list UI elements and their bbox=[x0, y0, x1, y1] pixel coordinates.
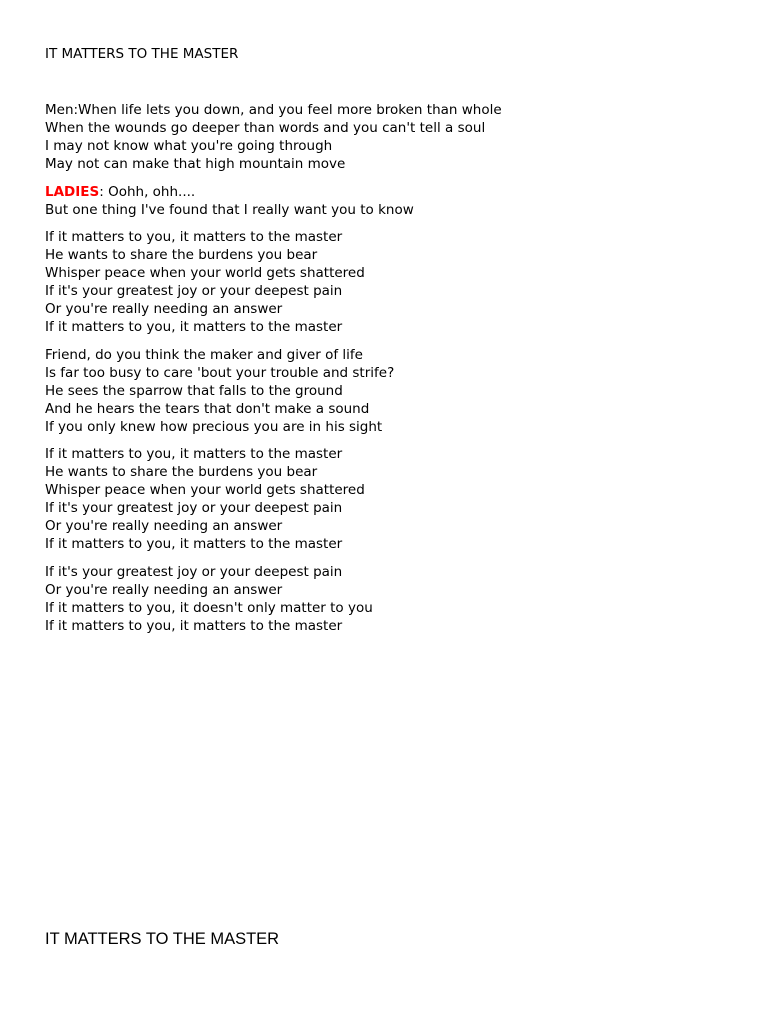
lyric-text: If it matters to you, it matters to the master bbox=[45, 617, 343, 634]
lyric-text: If it's your greatest joy or your deepest pain bbox=[45, 500, 343, 517]
lyric-line bbox=[45, 564, 725, 582]
lyric-line bbox=[45, 383, 725, 401]
lyric-line bbox=[45, 229, 725, 247]
lyric-line bbox=[45, 301, 725, 319]
lyric-text: And he hears the tears that don't make a sound bbox=[45, 400, 370, 417]
lyric-line bbox=[45, 518, 725, 536]
lyric-line bbox=[45, 618, 725, 636]
lyric-line bbox=[45, 582, 725, 600]
lyric-line bbox=[45, 536, 725, 554]
lyric-text: When the wounds go deeper than words and you can't tell a soul bbox=[45, 119, 486, 136]
footer-title: IT MATTERS TO THE MASTER bbox=[45, 930, 280, 948]
lyric-text: He wants to share the burdens you bear bbox=[45, 247, 318, 264]
lyric-line bbox=[45, 482, 725, 500]
lyric-text: But one thing I've found that I really want you to know bbox=[45, 201, 414, 218]
lyric-line bbox=[45, 319, 725, 337]
lyric-text: He sees the sparrow that falls to the ground bbox=[45, 382, 343, 399]
lyric-text: If it's your greatest joy or your deepest pain bbox=[45, 283, 343, 300]
lyrics-body bbox=[45, 102, 725, 645]
lyric-text: Whisper peace when your world gets shattered bbox=[45, 482, 365, 499]
lyric-text: If it matters to you, it matters to the master bbox=[45, 229, 343, 246]
lyric-text: If it matters to you, it matters to the master bbox=[45, 318, 343, 335]
lyric-line bbox=[45, 401, 725, 419]
lyric-text: May not can make that high mountain move bbox=[45, 155, 346, 172]
lyric-line bbox=[45, 347, 725, 365]
lyric-text: I may not know what you're going through bbox=[45, 137, 333, 154]
lyric-text: Or you're really needing an answer bbox=[45, 301, 283, 318]
lyric-line bbox=[45, 265, 725, 283]
lyric-line bbox=[45, 464, 725, 482]
lyric-line bbox=[45, 184, 725, 202]
lyric-stanza bbox=[45, 229, 725, 336]
lyric-stanza bbox=[45, 347, 725, 437]
lyric-line bbox=[45, 102, 725, 120]
lyric-text: Whisper peace when your world gets shattered bbox=[45, 265, 365, 282]
lyric-line bbox=[45, 446, 725, 464]
lyric-line bbox=[45, 419, 725, 437]
lyric-stanza bbox=[45, 184, 725, 220]
lyric-line bbox=[45, 156, 725, 174]
lyric-line bbox=[45, 120, 725, 138]
lyric-line bbox=[45, 202, 725, 220]
lyric-text: If it matters to you, it doesn't only matter to you bbox=[45, 599, 373, 616]
lyric-text: If it's your greatest joy or your deepest pain bbox=[45, 563, 343, 580]
lyric-text: Or you're really needing an answer bbox=[45, 518, 283, 535]
lyric-line bbox=[45, 365, 725, 383]
lyric-line bbox=[45, 283, 725, 301]
lyric-stanza bbox=[45, 102, 725, 174]
lyric-text: If it matters to you, it matters to the master bbox=[45, 535, 343, 552]
lyric-text: Or you're really needing an answer bbox=[45, 581, 283, 598]
lyric-text: Is far too busy to care 'bout your trouble and strife? bbox=[45, 364, 395, 381]
document-title: IT MATTERS TO THE MASTER bbox=[45, 46, 239, 62]
lyric-text: He wants to share the burdens you bear bbox=[45, 464, 318, 481]
lyric-stanza bbox=[45, 446, 725, 553]
lyric-text: If it matters to you, it matters to the master bbox=[45, 446, 343, 463]
lyric-line bbox=[45, 138, 725, 156]
lyric-text: If you only knew how precious you are in his sight bbox=[45, 418, 383, 435]
lyric-text: Men:When life lets you down, and you feel more broken than whole bbox=[45, 102, 502, 118]
lyric-line bbox=[45, 247, 725, 265]
lyric-line bbox=[45, 500, 725, 518]
lyric-stanza bbox=[45, 564, 725, 636]
lyric-text: Friend, do you think the maker and giver of life bbox=[45, 346, 363, 363]
speaker-label: LADIES bbox=[45, 183, 100, 200]
lyric-text: : Oohh, ohh.... bbox=[99, 183, 196, 200]
lyric-line bbox=[45, 600, 725, 618]
